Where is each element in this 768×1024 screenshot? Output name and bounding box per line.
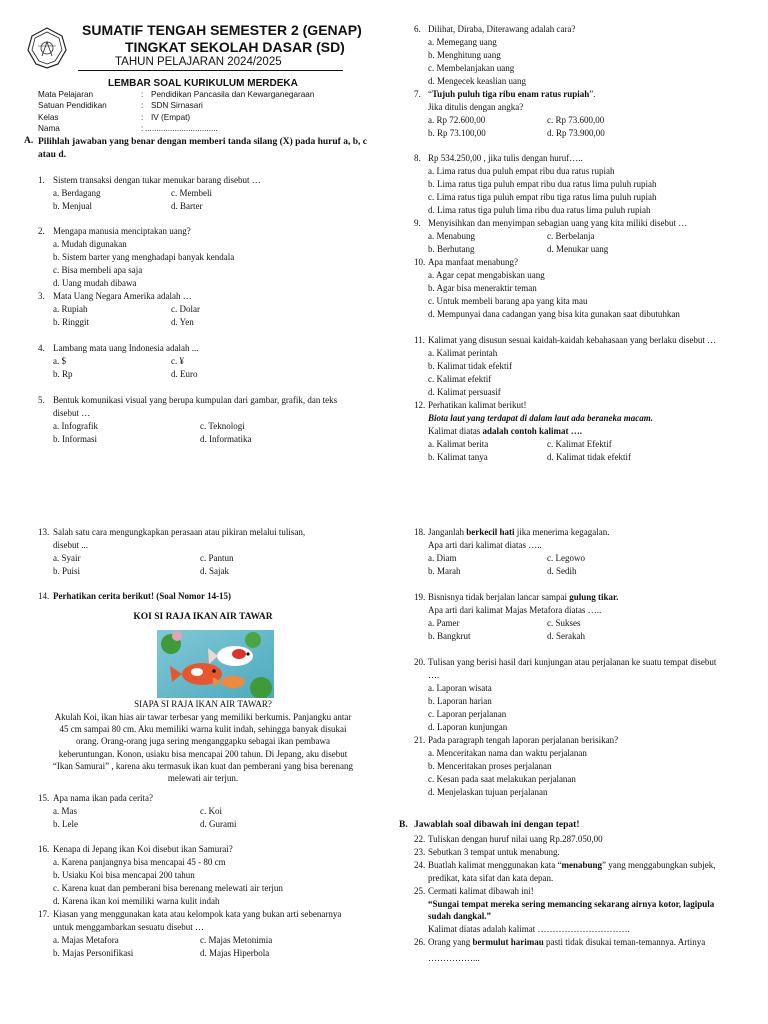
- question-text-post: ” yang menggabungkan subjek,: [601, 859, 716, 870]
- question-17: [38, 908, 341, 960]
- option-c[interactable]: c. Legowo: [547, 552, 585, 563]
- story-line: melewati air terjun.: [167, 773, 239, 784]
- sheet-title: LEMBAR SOAL KURIKULUM MERDEKA: [108, 78, 298, 89]
- question-text: Buatlah kalimat menggunakan kata “: [428, 859, 562, 870]
- question-26: [414, 936, 754, 949]
- option-b[interactable]: b. Menghitung uang: [428, 49, 501, 60]
- question-number: 23.: [414, 846, 426, 857]
- essay-questions: [414, 833, 754, 965]
- question-text: Tulisan yang berisi hasil dari kunjungan atau perjalanan ke suatu tempat disebut: [428, 657, 717, 667]
- info-label: Mata Pelajaran: [38, 90, 94, 99]
- option-b[interactable]: b. Kalimat tanya: [428, 451, 488, 462]
- info-label: Satuan Pendidikan: [38, 101, 107, 111]
- option-c[interactable]: c. Majas Metonimia: [200, 934, 273, 945]
- option-c[interactable]: c. Kesan pada saat melakukan perjalanan: [428, 773, 576, 784]
- story-line: keberuntungan. Konon, usiaku bisa mencapai 200 tahun. Di Jepang, aku disebut: [58, 748, 348, 759]
- question-13: [38, 526, 330, 578]
- question-number: 25.: [414, 885, 426, 896]
- question-text-bold: berkecil hati: [466, 527, 515, 537]
- option-c[interactable]: c. Karena kuat dan pemberani bisa berenang melewati air terjun: [53, 882, 283, 893]
- option-d[interactable]: d. Kalimat tidak efektif: [547, 451, 631, 462]
- question-number: 17.: [38, 909, 50, 919]
- option-b[interactable]: b. Laporan harian: [428, 695, 492, 706]
- question-text: Menyisihkan dan menyimpan sebagian uang yang kita miliki disebut …: [428, 218, 688, 228]
- info-row: [38, 89, 314, 100]
- option-c[interactable]: c. Membeli: [171, 187, 212, 198]
- option-a[interactable]: a. Lima ratus dua puluh empat ribu dua ratus rupiah: [428, 165, 615, 176]
- option-d[interactable]: d. Majas Hiperbola: [200, 947, 270, 958]
- question-25: [414, 885, 754, 898]
- question-text: Sebutkan 3 tempat untuk menabung.: [428, 846, 560, 857]
- question-number: 15.: [38, 793, 50, 803]
- question-text: Tujuh puluh tiga ribu enam ratus rupiah: [432, 89, 590, 99]
- question-text-cont: Kalimat diatas: [428, 425, 483, 436]
- option-a[interactable]: a. Laporan wisata: [428, 682, 492, 693]
- story-subtitle: SIAPA SI RAJA IKAN AIR TAWAR?: [134, 699, 272, 709]
- question-number: 14.: [38, 591, 50, 601]
- question-text: Janganlah: [428, 527, 467, 537]
- question-19: [414, 591, 677, 643]
- option-d[interactable]: d. Menukar uang: [547, 243, 609, 254]
- section-b-instruction: Jawablah soal dibawah ini dengan tepat!: [414, 820, 580, 830]
- question-2: [38, 225, 234, 290]
- question-text-bold: gulung tikar.: [569, 592, 619, 602]
- info-colon: :: [141, 101, 144, 111]
- option-a[interactable]: a. Majas Metafora: [53, 934, 119, 945]
- option-b[interactable]: b. Sistem barter yang menghadapi banyak kendala: [53, 251, 235, 262]
- question-text: Mata Uang Negara Amerika adalah …: [53, 291, 192, 301]
- question-3: [38, 290, 301, 329]
- question-1: [38, 174, 301, 213]
- option-d[interactable]: d. Rp 73.900,00: [547, 127, 605, 138]
- option-a[interactable]: a. Karena panjangnya bisa mencapai 45 - 80 cm: [53, 856, 226, 867]
- example-text: Biota laut yang terdapat di dalam laut ada beraneka macam.: [428, 412, 654, 423]
- option-c[interactable]: c. Untuk membeli barang apa yang kita mau: [428, 295, 588, 306]
- info-label: Kelas: [38, 112, 59, 122]
- question-4: [38, 342, 301, 381]
- option-d[interactable]: d. Mengecek keaslian uang: [428, 75, 526, 86]
- info-colon: :: [141, 124, 144, 134]
- info-colon: :: [141, 90, 144, 99]
- option-b[interactable]: b. Berhutang: [428, 243, 475, 254]
- option-a[interactable]: a. Kalimat perintah: [428, 347, 498, 358]
- option-d[interactable]: d. Barter: [171, 200, 203, 211]
- option-b[interactable]: b. Puisi: [53, 565, 81, 576]
- academic-year: TAHUN PELAJARAN 2024/2025: [115, 56, 282, 68]
- option-b[interactable]: b. Informasi: [53, 433, 97, 444]
- section-a-letter: A.: [24, 136, 34, 146]
- option-b[interactable]: b. Marah: [428, 565, 461, 576]
- option-d[interactable]: d. Menjelaskan tujuan perjalanan: [428, 786, 548, 797]
- question-number: 9.: [414, 218, 421, 228]
- question-text: Lambang mata uang Indonesia adalah ...: [53, 343, 199, 353]
- option-b[interactable]: b. Rp: [53, 368, 73, 379]
- question-23: [414, 846, 754, 859]
- option-a[interactable]: a. Menceritakan nama dan waktu perjalanan: [428, 747, 587, 758]
- story-text: [30, 711, 376, 784]
- question-text: Dilihat, Diraba, Diterawang adalah cara?: [428, 24, 576, 34]
- option-c[interactable]: c. Membelanjakan uang: [428, 62, 515, 73]
- story-line: orang. Orang-orang juga sering menganggapku sebagai ikan pembawa: [76, 736, 330, 747]
- question-text-cont: untuk menggambarkan sesuatu disebut …: [53, 921, 204, 932]
- question-number: 5.: [38, 395, 45, 405]
- option-a[interactable]: a. Infografik: [53, 420, 98, 431]
- option-a[interactable]: a. Berdagang: [53, 187, 101, 198]
- question-text-post: pasti tidak disukai teman-temannya. Artinya: [543, 937, 706, 948]
- option-d[interactable]: d. Yen: [171, 316, 194, 327]
- option-a[interactable]: a. $: [53, 355, 66, 366]
- question-24: [414, 859, 754, 872]
- koi-illustration: [157, 630, 274, 698]
- question-text: Orang yang: [428, 937, 473, 948]
- question-number: 7.: [414, 89, 421, 99]
- option-b[interactable]: b. Majas Personifikasi: [53, 947, 134, 958]
- question-16: [38, 843, 283, 908]
- question-21: [414, 734, 618, 799]
- info-table: [38, 89, 314, 135]
- option-c[interactable]: c. Kalimat Efektif: [547, 438, 612, 449]
- option-c[interactable]: c. Sukses: [547, 617, 581, 628]
- question-text-cont: predikat, kata sifat dan kata depan.: [428, 872, 554, 883]
- option-b[interactable]: b. Bangkrut: [428, 630, 471, 641]
- option-c[interactable]: c. Rp 73.600,00: [547, 114, 605, 125]
- info-value: ................................: [145, 124, 218, 134]
- question-text: Kalimat yang disusun sesuai kaidah-kaidah kebahasaan yang berlaku disebut …: [428, 335, 717, 345]
- question-text: Sistem transaksi dengan tukar menukar barang disebut …: [53, 175, 261, 185]
- option-b[interactable]: b. Menjual: [53, 200, 92, 211]
- question-7: [414, 88, 677, 140]
- question-22: [414, 833, 754, 846]
- option-b[interactable]: b. Agar bisa meneraktir teman: [428, 282, 537, 293]
- question-text: Bisnisnya tidak berjalan lancar sampai: [428, 592, 570, 602]
- answer-blank[interactable]: ……………...: [428, 953, 480, 964]
- question-text: Cermati kalimat dibawah ini!: [428, 885, 534, 896]
- question-number: 4.: [38, 343, 45, 353]
- question-number: 12.: [414, 400, 426, 410]
- option-b[interactable]: b. Lima ratus tiga puluh empat ribu dua ratus lima puluh rupiah: [428, 178, 657, 189]
- school-level: TINGKAT SEKOLAH DASAR (SD): [125, 39, 345, 55]
- question-text: Tuliskan dengan huruf nilai uang Rp.287.050,00: [428, 834, 603, 844]
- option-a[interactable]: a. Kalimat berita: [428, 438, 489, 449]
- option-a[interactable]: a. Syair: [53, 552, 81, 563]
- question-5: [38, 394, 337, 446]
- option-c[interactable]: c. ¥: [171, 355, 184, 366]
- school-logo: [22, 26, 72, 70]
- option-d[interactable]: d. Sedih: [547, 565, 577, 576]
- option-c[interactable]: c. Pantun: [200, 552, 234, 563]
- quoted-sentence-cont: sudah dangkal.”: [428, 911, 492, 922]
- question-text-cont: disebut …: [53, 407, 91, 418]
- option-d[interactable]: d. Kalimat persuasif: [428, 386, 501, 397]
- option-c[interactable]: c. Dolar: [171, 303, 200, 314]
- question-number: 8.: [414, 153, 421, 163]
- section-b-letter: B.: [399, 820, 408, 830]
- question-number: 10.: [414, 257, 426, 267]
- option-a[interactable]: a. Menabung: [428, 230, 475, 241]
- option-d[interactable]: d. Lima ratus tiga puluh lima ribu dua ratus lima puluh rupiah: [428, 204, 651, 215]
- option-a[interactable]: a. Rupiah: [53, 303, 88, 314]
- question-text-cont: Jika ditulis dengan angka?: [428, 101, 524, 112]
- question-text: Kiasan yang menggunakan kata atau kelompok kata yang bukan arti sebenarnya: [53, 909, 342, 919]
- question-number: 1.: [38, 175, 45, 185]
- question-text: Perhatikan cerita berikut! (Soal Nomor 14-15): [53, 591, 232, 601]
- quoted-sentence: “Sungai tempat mereka sering memancing sekarang airnya kotor, lagipula: [428, 898, 715, 909]
- quote-open: “: [428, 89, 432, 99]
- question-9: [414, 217, 687, 256]
- question-number: 18.: [414, 527, 426, 537]
- question-8: [414, 152, 656, 217]
- option-d[interactable]: d. Informatika: [200, 433, 252, 444]
- question-text-cont: ….: [428, 669, 440, 680]
- option-b[interactable]: b. Menceritakan proses perjalanan: [428, 760, 552, 771]
- question-text-cont: disebut ...: [53, 539, 88, 550]
- question-number: 13.: [38, 527, 50, 537]
- info-row: [38, 123, 314, 134]
- info-row: [38, 100, 314, 111]
- exam-title: SUMATIF TENGAH SEMESTER 2 (GENAP): [82, 22, 362, 38]
- quote-close: ”.: [589, 89, 596, 99]
- question-15: [38, 792, 330, 831]
- question-text: Rp 534.250,00 , jika tulis dengan huruf…..: [428, 153, 583, 163]
- option-c[interactable]: c. Berbelanja: [547, 230, 595, 241]
- option-c[interactable]: c. Kalimat efektif: [428, 373, 492, 384]
- question-number: 24.: [414, 859, 426, 870]
- option-a[interactable]: a. Rp 72.600,00: [428, 114, 486, 125]
- question-text-post: jika menerima kegagalan.: [514, 527, 610, 537]
- question-text-cont: Apa arti dari kalimat diatas …..: [428, 539, 542, 550]
- option-b[interactable]: b. Lele: [53, 818, 78, 829]
- question-text: Bentuk komunikasi visual yang berupa kumpulan dari gambar, grafik, dan teks: [53, 395, 338, 405]
- header-rule: [78, 70, 343, 71]
- option-c[interactable]: c. Bisa membeli apa saja: [53, 264, 143, 275]
- question-number: 19.: [414, 592, 426, 602]
- option-a[interactable]: a. Agar cepat mengabiskan uang: [428, 269, 545, 280]
- question-number: 21.: [414, 735, 426, 745]
- option-c[interactable]: c. Teknologi: [200, 420, 245, 431]
- question-number: 16.: [38, 844, 50, 854]
- section-a-instruction: Pilihlah jawaban yang benar dengan memberi tanda silang (X) pada huruf a, b, c atau d.: [38, 137, 367, 160]
- story-line: Akulah Koi, ikan hias air tawar terbesar yang memiliki berkumis. Panjangku antar: [54, 712, 352, 722]
- question-number: 22.: [414, 834, 426, 844]
- question-14: [38, 590, 231, 603]
- option-d[interactable]: d. Serakah: [547, 630, 585, 641]
- question-text-bold: bermulut harimau: [472, 937, 544, 948]
- story-line: 45 cm sampai 80 cm. Aku memiliki warna kulit indah, sehingga banyak disukai: [59, 724, 347, 735]
- info-value: SDN Sirnasari: [151, 101, 203, 111]
- option-a[interactable]: a. Diam: [428, 552, 457, 563]
- story-line: “Ikan Samurai” , karena aku termasuk ikan kuat dan pemberani yang bisa berenang: [52, 760, 354, 771]
- question-text-bold: menabung: [561, 859, 602, 870]
- option-c[interactable]: c. Laporan perjalanan: [428, 708, 507, 719]
- option-d[interactable]: d. Gurami: [200, 818, 237, 829]
- option-d[interactable]: d. Uang mudah dibawa: [53, 277, 137, 288]
- question-text: Salah satu cara mengungkapkan perasaan atau pikiran melalui tulisan,: [53, 527, 306, 537]
- option-c[interactable]: c. Koi: [200, 805, 222, 816]
- option-b[interactable]: b. Usiaku Koi bisa mencapai 200 tahun: [53, 869, 195, 880]
- question-20: [414, 656, 716, 733]
- option-b[interactable]: b. Rp 73.100,00: [428, 127, 486, 138]
- question-text: Apa nama ikan pada cerita?: [53, 793, 153, 803]
- question-text: Perhatikan kalimat berikut!: [428, 400, 527, 410]
- option-b[interactable]: b. Kalimat tidak efektif: [428, 360, 512, 371]
- question-number: 3.: [38, 291, 45, 301]
- question-number: 6.: [414, 24, 421, 34]
- option-a[interactable]: a. Pamer: [428, 617, 460, 628]
- info-colon: :: [141, 112, 144, 122]
- option-d[interactable]: d. Sajak: [200, 565, 229, 576]
- question-text: Pada paragraph tengah laporan perjalanan berisikan?: [428, 735, 619, 745]
- question-text: Kenapa di Jepang ikan Koi disebut ikan Samurai?: [53, 844, 233, 854]
- question-text-cont: Kalimat diatas adalah kalimat ………………………….: [428, 924, 630, 935]
- question-number: 11.: [414, 335, 425, 345]
- question-text-cont: Apa arti dari kalimat Majas Metafora diatas …..: [428, 604, 602, 615]
- question-number: 26.: [414, 937, 426, 948]
- question-10: [414, 256, 680, 321]
- story-title: KOI SI RAJA IKAN AIR TAWAR: [133, 612, 273, 622]
- example-sentence: [428, 412, 677, 425]
- question-11: [414, 334, 716, 399]
- info-value: Pendidikan Pancasila dan Kewarganegaraan: [151, 90, 315, 99]
- info-value: IV (Empat): [151, 112, 191, 122]
- option-c[interactable]: c. Lima ratus tiga puluh empat ribu tiga ratus lima puluh rupiah: [428, 191, 657, 202]
- question-18: [414, 526, 677, 578]
- question-text: Mengapa manusia menciptakan uang?: [53, 226, 191, 236]
- info-row: [38, 112, 314, 123]
- question-number: 20.: [414, 657, 426, 667]
- option-a[interactable]: a. Memegang uang: [428, 36, 497, 47]
- option-d[interactable]: d. Karena ikan koi memiliki warna kulit indah: [53, 895, 220, 906]
- option-d[interactable]: d. Euro: [171, 368, 198, 379]
- option-d[interactable]: d. Laporan kunjungan: [428, 721, 508, 732]
- question-6: [414, 23, 575, 88]
- option-a[interactable]: a. Mudah digunakan: [53, 238, 127, 249]
- info-label: Nama: [38, 124, 60, 134]
- option-b[interactable]: b. Ringgit: [53, 316, 90, 327]
- option-d[interactable]: d. Mempunyai dana cadangan yang bisa kita gunakan saat dibutuhkan: [428, 308, 680, 319]
- question-text: Apa manfaat menabung?: [428, 257, 518, 267]
- question-12: [414, 399, 677, 464]
- question-text-bold: adalah contoh kalimat ….: [482, 425, 582, 436]
- question-number: 2.: [38, 226, 45, 236]
- option-a[interactable]: a. Mas: [53, 805, 77, 816]
